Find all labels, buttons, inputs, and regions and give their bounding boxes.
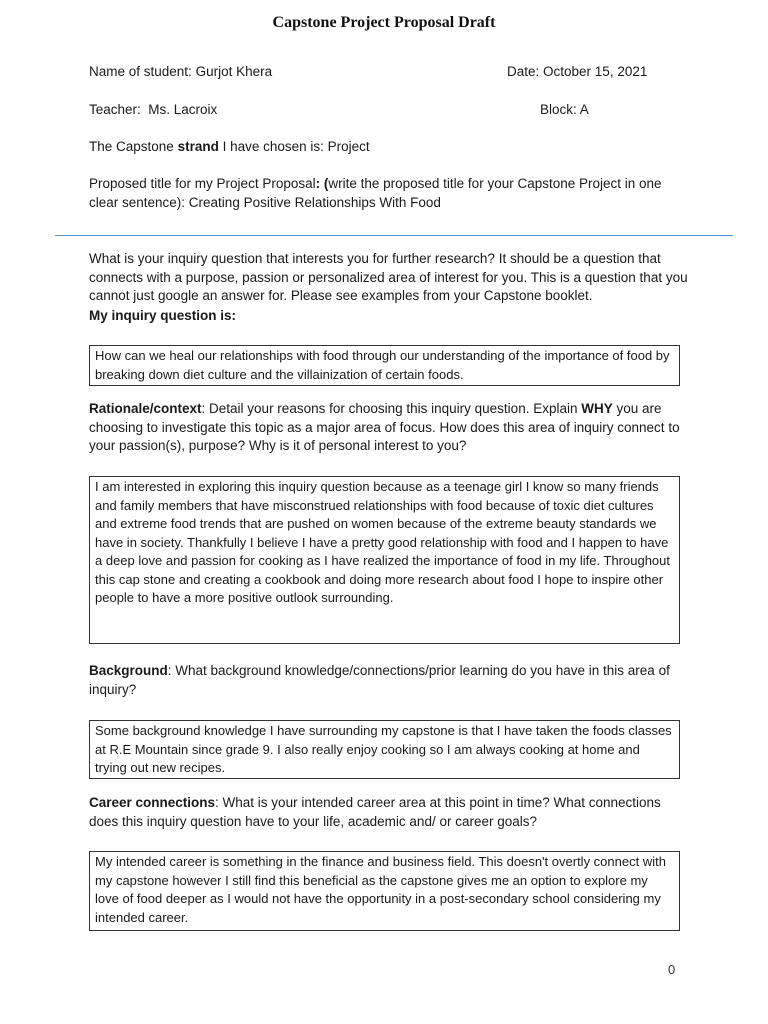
section-divider <box>55 235 733 236</box>
proposal-text-post: write the proposed title for your Capstone Project in one clear sentence): Creating Positive Relationships With Food <box>89 176 662 210</box>
strand-bold: strand <box>177 139 219 154</box>
career-answer-box: My intended career is something in the finance and business field. This doesn't overtly connect with my capstone however I still find this beneficial as the capstone gives me an option to explore my love of food deeper as I would not have the opportunity in a post-secondary school considering my intended career. <box>89 851 680 931</box>
rationale-prompt-b: you are choosing to investigate this topic as a major area of focus. How does this area of inquiry connect to your passion(s), purpose? Why is it of personal interest to you? <box>89 401 680 453</box>
inquiry-heading-text: My inquiry question is: <box>89 308 237 323</box>
career-paragraph <box>89 794 664 831</box>
teacher-name: Ms. Lacroix <box>148 102 218 117</box>
proposal-text-pre: Proposed title for my Project Proposal <box>89 176 316 191</box>
block-value: A <box>579 102 589 117</box>
student-label: Name of student: <box>89 64 196 79</box>
date-value: October 15, 2021 <box>543 64 648 79</box>
date-label: Date: <box>507 64 544 79</box>
teacher-line <box>89 101 217 120</box>
background-answer-box: Some background knowledge I have surrounding my capstone is that I have taken the foods classes at R.E Mountain since grade 9. I also really enjoy cooking so I am always cooking at home and trying out new recipes. <box>89 720 680 779</box>
date-line <box>507 63 647 82</box>
rationale-answer-box: I am interested in exploring this inquiry question because as a teenage girl I know so many friends and family members that have misconstrued relationships with food because of toxic diet cultures and extreme food trends that are pushed on women because of the extreme beauty standards we have in society. Thankfully I believe I have a pretty good relationship with food and I happen to have a deep love and passion for cooking as I have realized the importance of food in my life. Throughout this cap stone and creating a cookbook and doing more research about food I hope to inspire other people to have a more positive outlook surrounding. <box>89 476 680 644</box>
career-prompt: : What is your intended career area at this point in time? What connections does this inquiry question have to your life, academic and/ or career goals? <box>89 795 661 829</box>
proposal-bold: : ( <box>315 176 329 191</box>
career-heading: Career connections <box>89 795 216 810</box>
rationale-why: WHY <box>581 401 613 416</box>
background-heading: Background <box>89 663 168 678</box>
rationale-heading: Rationale/context <box>89 401 202 416</box>
strand-text-pre: The Capstone <box>89 139 178 154</box>
strand-value: Project <box>327 139 370 154</box>
student-name: Gurjot Khera <box>195 64 273 79</box>
inquiry-heading <box>89 307 689 326</box>
strand-text-post: I have chosen is: <box>218 139 328 154</box>
background-paragraph <box>89 662 679 699</box>
strand-line <box>89 138 370 157</box>
background-prompt: : What background knowledge/connections/prior learning do you have in this area of inquiry? <box>89 663 670 697</box>
page-number: 0 <box>668 962 676 977</box>
student-name-line <box>89 63 272 82</box>
inquiry-prompt: What is your inquiry question that interests you for further research? It should be a question that connects with a purpose, passion or personalized area of interest for you. This is a question that you cannot just google an answer for. Please see examples from your Capstone booklet. <box>89 251 688 303</box>
document-title: Capstone Project Proposal Draft <box>272 14 496 31</box>
proposal-title-paragraph <box>89 175 694 212</box>
block-line <box>540 101 589 120</box>
rationale-prompt-a: : Detail your reasons for choosing this inquiry question. Explain <box>201 401 582 416</box>
teacher-label: Teacher: <box>89 102 149 117</box>
inquiry-answer-box: How can we heal our relationships with food through our understanding of the importance of food by breaking down diet culture and the villainization of certain foods. <box>89 345 680 386</box>
rationale-paragraph <box>89 400 689 456</box>
block-label: Block: <box>540 102 580 117</box>
